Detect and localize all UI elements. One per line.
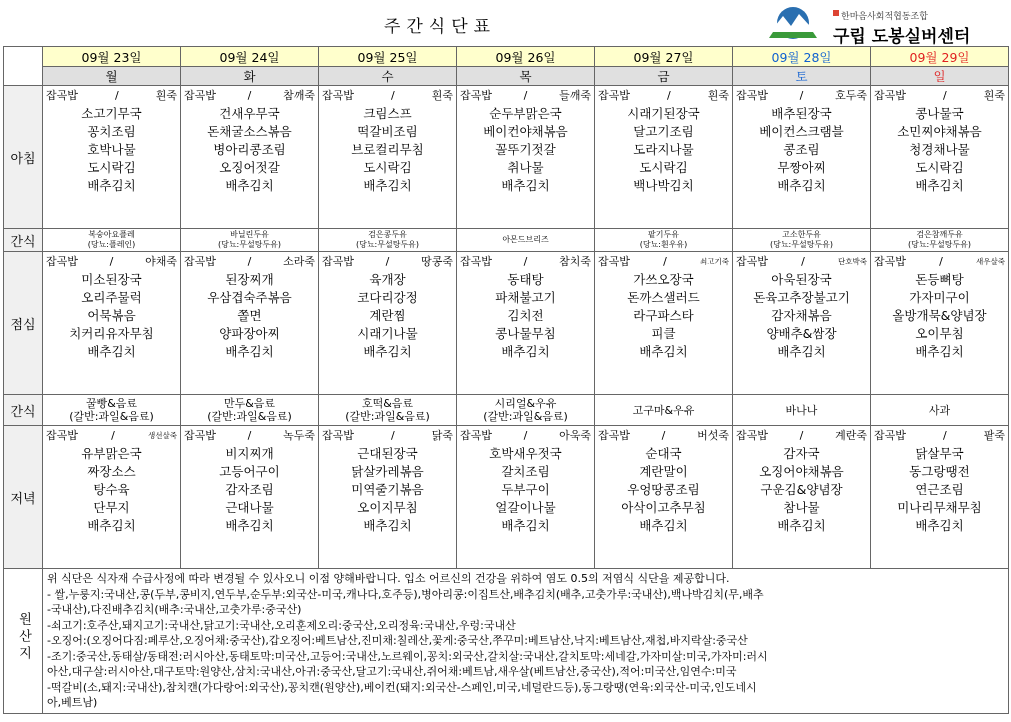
rice-porridge-line: [595, 86, 732, 104]
menu-item: 배추김치: [87, 344, 136, 359]
date-cell: 09월 23일: [43, 47, 181, 67]
menu-item: 도시락김: [363, 160, 412, 175]
snack-note: (당뇨:플레인): [87, 240, 136, 249]
menu-item: 얼갈이나물: [495, 500, 556, 515]
rice-option: 잡곡밥: [874, 255, 906, 268]
menu-item: 계란찜: [369, 308, 406, 323]
dinner-menu-cell: [43, 426, 181, 569]
porridge-option: 참깨죽: [283, 89, 315, 102]
menu-item: 가자미구이: [909, 290, 970, 305]
menu-item: 배추된장국: [771, 106, 832, 121]
porridge-option: 아욱죽: [559, 429, 591, 442]
snack_pm-label: 간식: [4, 395, 43, 426]
divider-slash: /: [663, 254, 667, 268]
day-row: [4, 67, 1009, 86]
lunch-menu-cell: [871, 252, 1009, 395]
menu-item: 근대나물: [225, 500, 274, 515]
menu-item: 취나물: [507, 160, 544, 175]
rice-option: 잡곡밥: [874, 429, 906, 442]
menu-item: 크림스프: [363, 106, 412, 121]
menu-item: 배추김치: [501, 518, 550, 533]
breakfast-menu-cell: [43, 86, 181, 229]
divider-slash: /: [385, 254, 390, 268]
lunch-label: 점심: [4, 252, 43, 395]
menu-item: 배추김치: [501, 344, 550, 359]
rice-porridge-line: [319, 252, 456, 270]
menu-item: 김치전: [507, 308, 544, 323]
menu-item: 우삼겹숙주볶음: [207, 290, 292, 305]
snack_am-row: [4, 229, 1009, 252]
menu-item: 라구파스타: [633, 308, 694, 323]
menu-item: 꽁치조림: [87, 124, 136, 139]
menu-item: 배추김치: [363, 178, 412, 193]
rice-option: 잡곡밥: [46, 89, 78, 102]
dinner-menu-cell: [457, 426, 595, 569]
divider-slash: /: [942, 428, 947, 442]
porridge-option: 단호박죽: [838, 256, 867, 266]
menu-item: 순두부맑은국: [489, 106, 562, 121]
breakfast-row: [4, 86, 1009, 229]
menu-item: 두부구이: [501, 482, 550, 497]
porridge-option: 참치죽: [559, 255, 591, 268]
breakfast-menu-cell: [319, 86, 457, 229]
menu-item: 배추김치: [915, 344, 964, 359]
snack-cell: [595, 395, 733, 426]
porridge-option: 버섯죽: [697, 429, 729, 442]
snack-cell: [733, 229, 871, 252]
snack-cell: [871, 229, 1009, 252]
menu-item: 배추김치: [363, 344, 412, 359]
rice-option: 잡곡밥: [460, 89, 492, 102]
lunch-menu-cell: [181, 252, 319, 395]
origin-line: 아산,대구살:러시아산,대구토막:원양산,삼치:국내산,아귀:중국산,달고기:국내산,쥐어채:베트남,새우살(베트남산,중국산),적어:미국산,임연수:미국: [47, 665, 737, 678]
menu-item: 달고기조림: [633, 124, 694, 139]
divider-slash: /: [390, 428, 395, 442]
porridge-option: 땅콩죽: [421, 255, 453, 268]
snack-note: (갈반:과일&음료): [69, 410, 154, 423]
day-cell: 수: [319, 67, 457, 86]
day-cell: 금: [595, 67, 733, 86]
rice-porridge-line: [319, 86, 456, 104]
menu-item: 단무지: [93, 500, 130, 515]
menu-item: 오이무침: [915, 326, 964, 341]
menu-item: 미역줄기볶음: [351, 482, 424, 497]
snack-note: (갈반:과일&음료): [207, 410, 292, 423]
origin-row: [4, 569, 1009, 714]
dinner-menu-cell: [871, 426, 1009, 569]
origin-line: 위 식단은 식자재 수급사정에 따라 변경될 수 있사오니 이점 양해바랍니다. 입소 어르신의 건강을 위하여 염도 0.5의 저염식 식단을 제공합니다.: [47, 572, 730, 585]
snack-name: 만두&음료: [223, 397, 276, 410]
menu-item: 오징어젓갈: [219, 160, 280, 175]
rice-porridge-line: [595, 252, 732, 270]
divider-slash: /: [523, 428, 528, 442]
snack-name: 복숭아요플레: [88, 230, 135, 239]
menu-item: 파채불고기: [495, 290, 556, 305]
org-flag-icon: [833, 10, 839, 16]
menu-item: 소민찌야채볶음: [897, 124, 982, 139]
lunch-row: [4, 252, 1009, 395]
menu-item: 올방개묵&양념장: [892, 308, 987, 323]
rice-porridge-line: [181, 426, 318, 444]
lunch-menu-cell: [595, 252, 733, 395]
breakfast-menu-cell: [871, 86, 1009, 229]
divider-slash: /: [939, 254, 943, 268]
snack-name: 고소한두유: [782, 230, 821, 239]
rice-porridge-line: [457, 86, 594, 104]
rice-porridge-line: [733, 86, 870, 104]
menu-item: 닭살무국: [915, 446, 964, 461]
menu-item: 배추김치: [915, 518, 964, 533]
menu-item: 베이컨야채볶음: [483, 124, 568, 139]
menu-item: 브로컬리무침: [351, 142, 424, 157]
snack-name: 호떡&음료: [361, 397, 414, 410]
menu-item: 갈치조림: [501, 464, 550, 479]
menu-item: 미소된장국: [81, 272, 142, 287]
menu-item: 고등어구이: [219, 464, 280, 479]
menu-item: 돈등뼈탕: [915, 272, 964, 287]
dinner-menu-cell: [733, 426, 871, 569]
snack-name: 검은참깨두유: [916, 230, 963, 239]
lunch-menu-cell: [733, 252, 871, 395]
dinner-row: [4, 426, 1009, 569]
breakfast-menu-cell: [457, 86, 595, 229]
menu-item: 배추김치: [501, 178, 550, 193]
rice-porridge-line: [595, 426, 732, 444]
menu-item: 육개장: [369, 272, 406, 287]
rice-option: 잡곡밥: [598, 429, 630, 442]
rice-option: 잡곡밥: [322, 255, 354, 268]
menu-item: 배추김치: [915, 178, 964, 193]
menu-item: 오이지무침: [357, 500, 418, 515]
menu-item: 떡갈비조림: [357, 124, 418, 139]
lunch-menu-cell: [319, 252, 457, 395]
snack-name: 꿀빵&음료: [85, 397, 138, 410]
snack-name: 시리얼&우유: [494, 397, 557, 410]
rice-option: 잡곡밥: [184, 89, 216, 102]
menu-item: 청경채나물: [909, 142, 970, 157]
origin-label-text: 원산지: [16, 611, 31, 663]
rice-porridge-line: [457, 252, 594, 270]
rice-porridge-line: [871, 426, 1008, 444]
rice-option: 잡곡밥: [598, 255, 630, 268]
rice-porridge-line: [733, 426, 870, 444]
rice-option: 잡곡밥: [322, 89, 354, 102]
day-cell: 화: [181, 67, 319, 86]
snack-name: 바닐린두유: [230, 230, 269, 239]
menu-item: 배추김치: [225, 518, 274, 533]
porridge-option: 생선살죽: [148, 430, 177, 440]
rice-porridge-line: [43, 252, 180, 270]
menu-item: 돈채굴소스볶음: [207, 124, 292, 139]
menu-item: 콩나물무침: [495, 326, 556, 341]
snack-note: (당뇨:무설탕두유): [355, 240, 420, 249]
porridge-option: 닭죽: [431, 429, 453, 442]
snack-name: 고구마&우유: [632, 403, 695, 417]
menu-item: 가쓰오장국: [633, 272, 694, 287]
menu-item: 도시락김: [639, 160, 688, 175]
menu-item: 건새우무국: [219, 106, 280, 121]
day-cell: 일: [871, 67, 1009, 86]
divider-slash: /: [799, 428, 804, 442]
menu-item: 병아리콩조림: [213, 142, 286, 157]
rice-option: 잡곡밥: [736, 429, 768, 442]
divider-slash: /: [942, 88, 947, 102]
divider-slash: /: [247, 428, 252, 442]
snack-name: 바나나: [785, 403, 818, 417]
menu-item: 동태탕: [507, 272, 544, 287]
origin-line: -쇠고기:호주산,돼지고기:국내산,닭고기:국내산,오리훈제오리:중국산,오리정육:국내산,우렁:국내산: [47, 618, 516, 632]
porridge-option: 흰죽: [155, 89, 177, 102]
menu-item: 어묵볶음: [87, 308, 136, 323]
menu-item: 배추김치: [777, 344, 826, 359]
menu-item: 미나리무채무침: [897, 500, 982, 515]
menu-item: 배추김치: [363, 518, 412, 533]
menu-item: 탕수육: [93, 482, 130, 497]
snack-cell: [181, 229, 319, 252]
menu-item: 코다리강정: [357, 290, 418, 305]
organization-name: 한마음사회적협동조합: [841, 12, 928, 22]
divider-slash: /: [661, 428, 666, 442]
porridge-option: 새우살죽: [976, 256, 1005, 266]
rice-porridge-line: [871, 86, 1008, 104]
porridge-option: 쇠고기죽: [700, 256, 729, 266]
snack_am-label: 간식: [4, 229, 43, 252]
center-logo: [757, 4, 1007, 47]
divider-slash: /: [111, 428, 115, 442]
snack-note: (갈반:과일&음료): [345, 410, 430, 423]
snack-name: 팥기두유: [648, 230, 679, 239]
menu-item: 꼴뚜기젓갈: [495, 142, 556, 157]
menu-item: 배추김치: [87, 178, 136, 193]
rice-option: 잡곡밥: [460, 255, 492, 268]
rice-porridge-line: [871, 252, 1008, 270]
origin-line: 아,베트남): [47, 696, 98, 709]
day-cell: 토: [733, 67, 871, 86]
rice-porridge-line: [319, 426, 456, 444]
snack-cell: [319, 229, 457, 252]
menu-item: 짜장소스: [87, 464, 136, 479]
day-cell: 목: [457, 67, 595, 86]
divider-slash: /: [247, 254, 252, 268]
divider-slash: /: [523, 88, 528, 102]
rice-porridge-line: [43, 86, 180, 104]
menu-item: 소고기무국: [81, 106, 142, 121]
menu-item: 감자조림: [225, 482, 274, 497]
menu-item: 계란말이: [639, 464, 688, 479]
porridge-option: 팥죽: [983, 429, 1005, 442]
mountain-logo-icon: [761, 6, 825, 40]
menu-item: 아삭이고추무침: [621, 500, 706, 515]
divider-slash: /: [390, 88, 395, 102]
divider-slash: /: [109, 254, 114, 268]
snack-cell: [733, 395, 871, 426]
porridge-option: 흰죽: [431, 89, 453, 102]
date-cell: 09월 29일: [871, 47, 1009, 67]
dinner-label: 저녁: [4, 426, 43, 569]
menu-item: 배추김치: [777, 178, 826, 193]
snack-cell: [43, 229, 181, 252]
menu-item: 감자국: [783, 446, 820, 461]
day-cell: 월: [43, 67, 181, 86]
menu-item: 구운김&양념장: [760, 482, 843, 497]
breakfast-menu-cell: [733, 86, 871, 229]
weekly-menu-table: [3, 46, 1009, 714]
divider-slash: /: [523, 254, 528, 268]
porridge-option: 계란죽: [835, 429, 867, 442]
dinner-menu-cell: [595, 426, 733, 569]
origin-line: -떡갈비(소,돼지:국내산),참치캔(가다랑어:외국산),꽁치캔(원양산),베이컨(돼지:외국산-스페인,미국,네덜란드등),동그랑땡(연육:외국산-미국,인도네시: [47, 680, 757, 694]
menu-item: 양파장아찌: [219, 326, 280, 341]
porridge-option: 녹두죽: [283, 429, 315, 442]
menu-item: 호박새우젓국: [489, 446, 562, 461]
menu-item: 동그랑땡전: [909, 464, 970, 479]
menu-item: 감자채볶음: [771, 308, 832, 323]
dinner-menu-cell: [181, 426, 319, 569]
origin-label: [4, 569, 43, 714]
dinner-menu-cell: [319, 426, 457, 569]
rice-porridge-line: [457, 426, 594, 444]
snack-cell: [871, 395, 1009, 426]
menu-item: 우엉땅콩조림: [627, 482, 700, 497]
snack-name: 아몬드브리즈: [502, 235, 549, 244]
divider-slash: /: [799, 88, 804, 102]
lunch-menu-cell: [43, 252, 181, 395]
porridge-option: 소라죽: [283, 255, 315, 268]
menu-item: 돈까스샐러드: [627, 290, 700, 305]
menu-item: 치커리유자무침: [69, 326, 154, 341]
menu-item: 연근조림: [915, 482, 964, 497]
rice-option: 잡곡밥: [736, 89, 768, 102]
menu-item: 도시락김: [915, 160, 964, 175]
menu-item: 양배추&쌈장: [766, 326, 837, 341]
date-cell: 09월 25일: [319, 47, 457, 67]
date-cell: 09월 27일: [595, 47, 733, 67]
snack-note: (당뇨:흰우유): [639, 240, 688, 249]
porridge-option: 흰죽: [707, 89, 729, 102]
breakfast-label: 아침: [4, 86, 43, 229]
rice-option: 잡곡밥: [460, 429, 492, 442]
menu-item: 배추김치: [639, 518, 688, 533]
menu-item: 도라지나물: [633, 142, 694, 157]
menu-item: 근대된장국: [357, 446, 418, 461]
snack-name: 검은콩두유: [368, 230, 407, 239]
snack-note: (당뇨:무설탕두유): [769, 240, 834, 249]
rice-porridge-line: [181, 252, 318, 270]
menu-item: 호박나물: [87, 142, 136, 157]
rice-porridge-line: [181, 86, 318, 104]
menu-item: 오징어야채볶음: [759, 464, 844, 479]
origin-text: [43, 569, 1009, 714]
snack-cell: [181, 395, 319, 426]
menu-item: 시래기된장국: [627, 106, 700, 121]
rice-porridge-line: [733, 252, 870, 270]
menu-item: 배추김치: [225, 344, 274, 359]
origin-line: -국내산),다진배추김치(배추:국내산,고춧가루:중국산): [47, 603, 302, 616]
snack-cell: [43, 395, 181, 426]
rice-option: 잡곡밥: [46, 255, 78, 268]
porridge-option: 야채죽: [145, 255, 177, 268]
menu-item: 피클: [651, 326, 676, 341]
menu-item: 도시락김: [87, 160, 136, 175]
rice-option: 잡곡밥: [874, 89, 906, 102]
snack-cell: [457, 395, 595, 426]
menu-item: 시래기나물: [357, 326, 418, 341]
menu-item: 배추김치: [225, 178, 274, 193]
date-row: [4, 47, 1009, 67]
menu-item: 배추김치: [87, 518, 136, 533]
snack-note: (당뇨:무설탕두유): [907, 240, 972, 249]
rice-option: 잡곡밥: [184, 429, 216, 442]
snack-cell: [595, 229, 733, 252]
lunch-menu-cell: [457, 252, 595, 395]
snack-cell: [457, 229, 595, 252]
rice-option: 잡곡밥: [46, 429, 78, 442]
origin-line: -조기:중국산,동태살/동태전:러시아산,동태토막:미국산,고등어:국내산,노르웨이,꽁치:외국산,갈치살:국내산,갈치토막:세네갈,가자미살:미국,가자미:러시: [47, 649, 768, 663]
menu-item: 비지찌개: [225, 446, 274, 461]
menu-item: 오리주물럭: [81, 290, 142, 305]
rice-option: 잡곡밥: [184, 255, 216, 268]
center-name: 구립 도봉실버센터: [833, 27, 971, 47]
menu-item: 유부맑은국: [81, 446, 142, 461]
menu-item: 콩조림: [783, 142, 820, 157]
menu-item: 무짱아찌: [777, 160, 826, 175]
menu-item: 순대국: [645, 446, 682, 461]
menu-item: 콩나물국: [915, 106, 964, 121]
snack_pm-row: [4, 395, 1009, 426]
menu-item: 된장찌개: [225, 272, 274, 287]
corner-cell: [4, 47, 43, 86]
divider-slash: /: [247, 88, 252, 102]
porridge-option: 흰죽: [983, 89, 1005, 102]
menu-item: 돈육고추장불고기: [753, 290, 850, 305]
snack-note: (당뇨:무설탕두유): [217, 240, 282, 249]
snack-note: (갈반:과일&음료): [483, 410, 568, 423]
menu-item: 아욱된장국: [771, 272, 832, 287]
date-cell: 09월 24일: [181, 47, 319, 67]
rice-porridge-line: [43, 426, 180, 444]
porridge-option: 들깨죽: [559, 89, 591, 102]
date-cell: 09월 28일: [733, 47, 871, 67]
origin-line: - 쌀,누룽지:국내산,콩(두부,콩비지,연두부,순두부:외국산-미국,캐나다,호주등),병아리콩:이집트산,배추김치(배추,고춧가루:국내산),백나박김치(무,배추: [47, 587, 764, 601]
porridge-option: 호두죽: [835, 89, 867, 102]
menu-item: 닭살카레볶음: [351, 464, 424, 479]
menu-item: 배추김치: [777, 518, 826, 533]
menu-item: 배추김치: [639, 344, 688, 359]
page-title: 주간식단표: [383, 17, 497, 37]
rice-option: 잡곡밥: [736, 255, 768, 268]
breakfast-menu-cell: [595, 86, 733, 229]
snack-name: 사과: [928, 403, 951, 417]
menu-item: 참나물: [783, 500, 820, 515]
divider-slash: /: [666, 88, 671, 102]
divider-slash: /: [114, 88, 119, 102]
divider-slash: /: [801, 254, 805, 268]
menu-item: 쫄면: [237, 308, 262, 323]
rice-option: 잡곡밥: [322, 429, 354, 442]
breakfast-menu-cell: [181, 86, 319, 229]
date-cell: 09월 26일: [457, 47, 595, 67]
rice-option: 잡곡밥: [598, 89, 630, 102]
menu-item: 백나박김치: [633, 178, 694, 193]
snack-cell: [319, 395, 457, 426]
menu-item: 베이컨스크램블: [759, 124, 844, 139]
origin-line: -오징어:(오징어다짐:페루산,오징어채:중국산),갑오징어:베트남산,진미채:칠레산,꽃게:중국산,쭈꾸미:베트남산,낙지:베트남산,재첩,바지락살:중국산: [47, 634, 748, 647]
